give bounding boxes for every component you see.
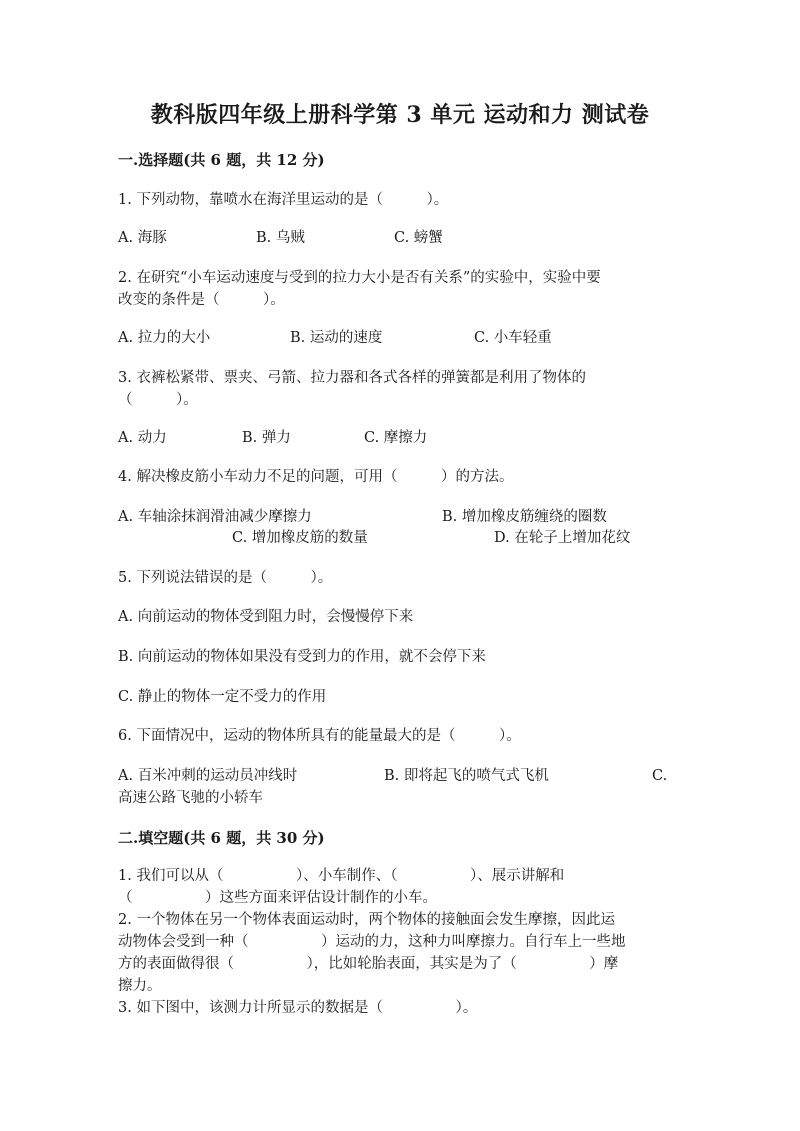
- question-4-option-c: C. 增加橡皮筋的数量: [232, 530, 368, 546]
- question-4-option-d: D. 在轮子上增加花纹: [494, 530, 631, 546]
- question-6-option-c-text: 高速公路飞驰的小轿车: [118, 790, 263, 806]
- question-5-option-c: C. 静止的物体一定不受力的作用: [118, 689, 327, 705]
- question-5-option-b: B. 向前运动的物体如果没有受到力的作用，就不会停下来: [118, 649, 486, 665]
- fill-question-3: 3. 如下图中，该测力计所显示的数据是（ ）。: [118, 1000, 478, 1016]
- question-6-option-c-label: C.: [652, 768, 668, 784]
- fill-question-1-line2: （ ）这些方面来评估设计制作的小车。: [118, 890, 437, 906]
- question-2-stem-line2: 改变的条件是（ ）。: [118, 292, 285, 308]
- question-4-option-a: A. 车轴涂抹润滑油减少摩擦力: [118, 509, 312, 525]
- question-6-option-a: A. 百米冲刺的运动员冲线时: [118, 768, 298, 784]
- question-6-stem: 6. 下面情况中，运动的物体所具有的能量最大的是（ ）。: [118, 728, 521, 744]
- question-2-option-c: C. 小车轻重: [474, 330, 552, 346]
- fill-question-2-line2: 动物体会受到一种（ ）运动的力，这种力叫摩擦力。自行车上一些地: [118, 934, 626, 950]
- question-2-option-b: B. 运动的速度: [290, 330, 383, 346]
- fill-question-2-line4: 擦力。: [118, 978, 162, 994]
- question-2-stem-line1: 2. 在研究“小车运动速度与受到的拉力大小是否有关系”的实验中，实验中要: [118, 270, 601, 286]
- question-1-option-b: B. 乌贼: [256, 230, 305, 246]
- fill-question-1-line1: 1. 我们可以从（ ）、小车制作、（ ）、展示讲解和: [118, 868, 565, 884]
- question-3-option-b: B. 弹力: [242, 430, 291, 446]
- question-5-option-a: A. 向前运动的物体受到阻力时，会慢慢停下来: [118, 609, 414, 625]
- question-1-option-a: A. 海豚: [118, 230, 167, 246]
- question-4-option-b: B. 增加橡皮筋缠绕的圈数: [442, 509, 607, 525]
- question-3-option-a: A. 动力: [118, 430, 167, 446]
- fill-question-2-line1: 2. 一个物体在另一个物体表面运动时，两个物体的接触面会发生摩擦，因此运: [118, 912, 615, 928]
- question-3-option-c: C. 摩擦力: [364, 430, 428, 446]
- question-3-stem-line1: 3. 衣裤松紧带、票夹、弓箭、拉力器和各式各样的弹簧都是利用了物体的: [118, 370, 586, 386]
- section-heading-fill-blank: 二.填空题(共 6 题，共 30 分): [118, 829, 325, 847]
- question-4-stem: 4. 解决橡皮筋小车动力不足的问题，可用（ ）的方法。: [118, 469, 514, 485]
- section-heading-choice: 一.选择题(共 6 题，共 12 分): [118, 151, 325, 169]
- question-5-stem: 5. 下列说法错误的是（ ）。: [118, 570, 333, 586]
- page-title: 教科版四年级上册科学第 3 单元 运动和力 测试卷: [150, 102, 650, 128]
- question-1-option-c: C. 螃蟹: [394, 230, 443, 246]
- fill-question-2-line3: 方的表面做得很（ ），比如轮胎表面，其实是为了（ ）摩: [118, 956, 619, 972]
- question-1-stem: 1. 下列动物，靠喷水在海洋里运动的是（ ）。: [118, 192, 449, 208]
- question-3-stem-line2: （ ）。: [118, 392, 198, 408]
- question-2-option-a: A. 拉力的大小: [118, 330, 211, 346]
- question-6-option-b: B. 即将起飞的喷气式飞机: [384, 768, 549, 784]
